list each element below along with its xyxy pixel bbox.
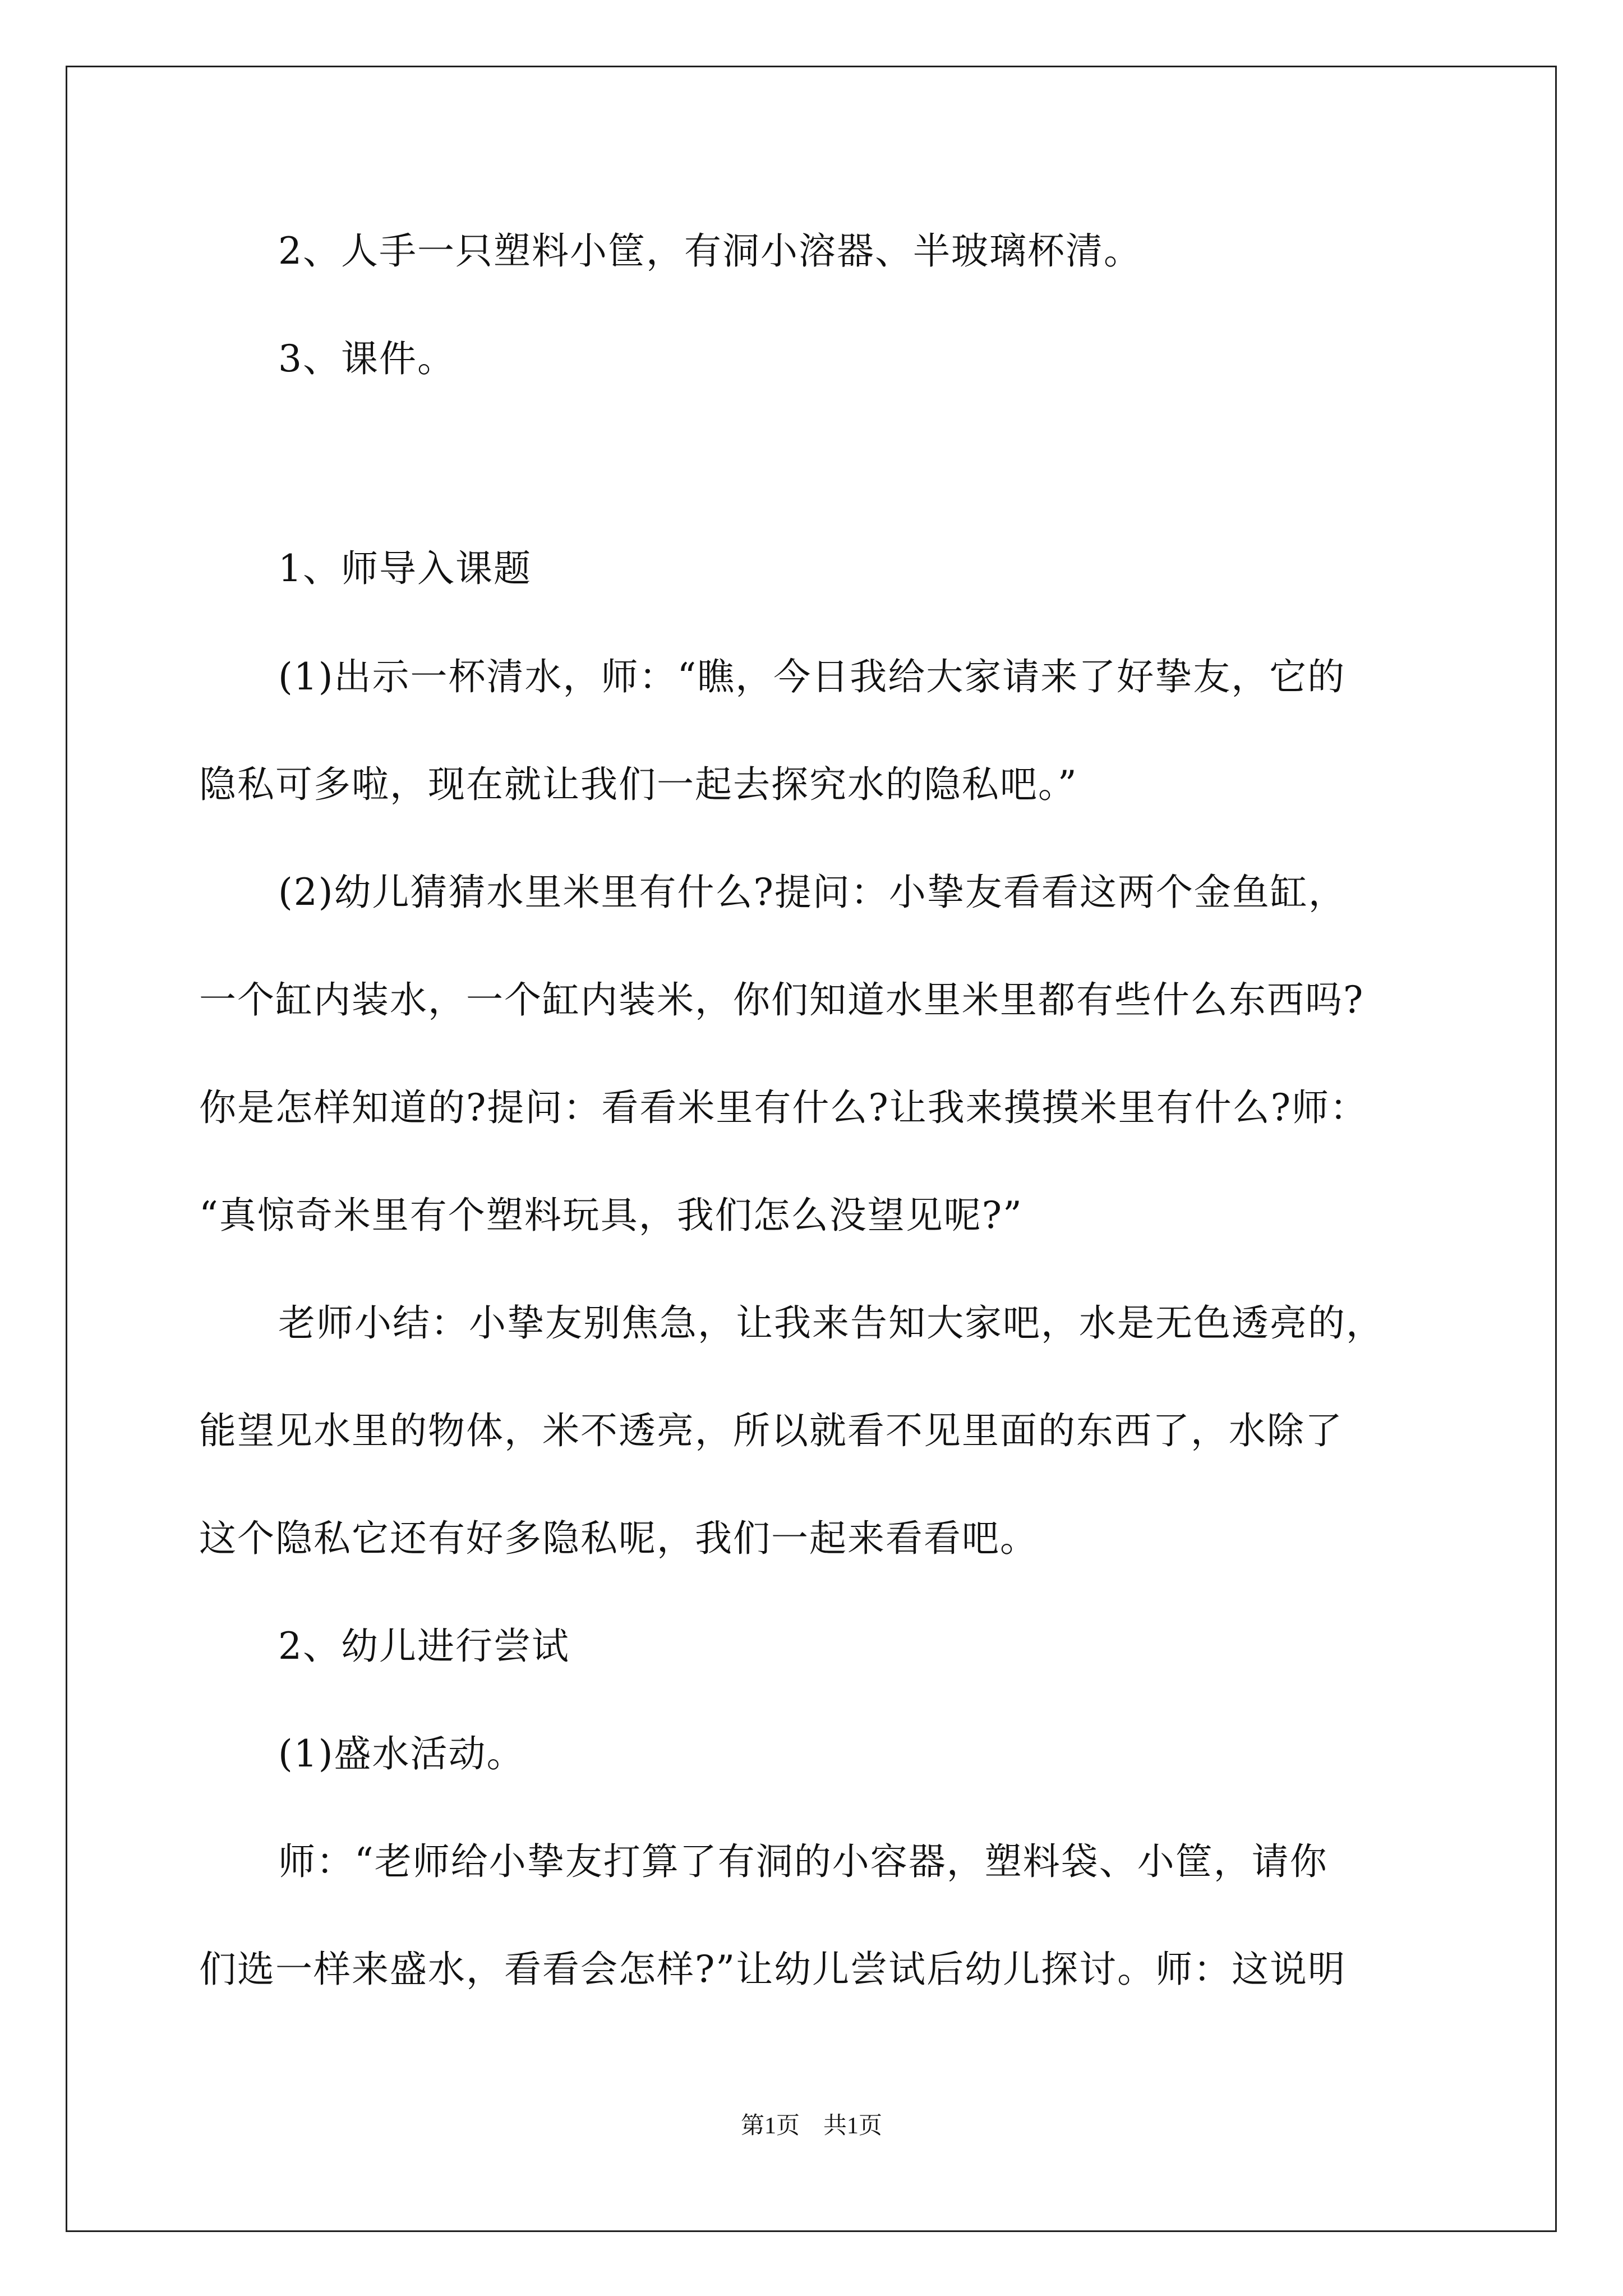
paragraph-line: 隐私可多啦，现在就让我们一起去探究水的隐私吧。” <box>199 763 1078 806</box>
page-number-footer: 第1页 共1页 <box>740 2113 882 2139</box>
paragraph-line: 们选一样来盛水，看看会怎样?”让幼儿尝试后幼儿探讨。师：这说明 <box>199 1948 1347 1991</box>
paragraph-line: (1)盛水活动。 <box>278 1732 525 1775</box>
paragraph-line: 一个缸内装水，一个缸内装米，你们知道水里米里都有些什么东西吗? <box>199 978 1364 1022</box>
paragraph-line: 这个隐私它还有好多隐私呢，我们一起来看看吧。 <box>199 1517 1038 1560</box>
paragraph-line: 3、课件。 <box>278 337 455 380</box>
paragraph-line: 老师小结：小挚友别焦急，让我来告知大家吧，水是无色透亮的， <box>278 1301 1384 1345</box>
section-heading: 1、师导入课题 <box>278 547 532 590</box>
paragraph-line: (1)出示一杯清水，师：“瞧，今日我给大家请来了好挚友，它的 <box>278 655 1346 698</box>
paragraph-line: 能望见水里的物体，米不透亮，所以就看不见里面的东西了，水除了 <box>199 1409 1343 1452</box>
paragraph-line: “真惊奇米里有个塑料玩具，我们怎么没望见呢?” <box>199 1194 1023 1237</box>
paragraph-line: 你是怎样知道的?提问：看看米里有什么?让我来摸摸米里有什么?师： <box>199 1086 1368 1129</box>
paragraph-line: 2、人手一只塑料小筐，有洞小溶器、半玻璃杯清。 <box>278 229 1142 273</box>
paragraph-line: (2)幼儿猜猜水里米里有什么?提问：小挚友看看这两个金鱼缸， <box>278 871 1347 914</box>
section-heading: 2、幼儿进行尝试 <box>278 1625 570 1668</box>
page-border <box>66 66 1557 2232</box>
paragraph-line: 师：“老师给小挚友打算了有洞的小容器，塑料袋、小筐，请你 <box>278 1840 1328 1883</box>
